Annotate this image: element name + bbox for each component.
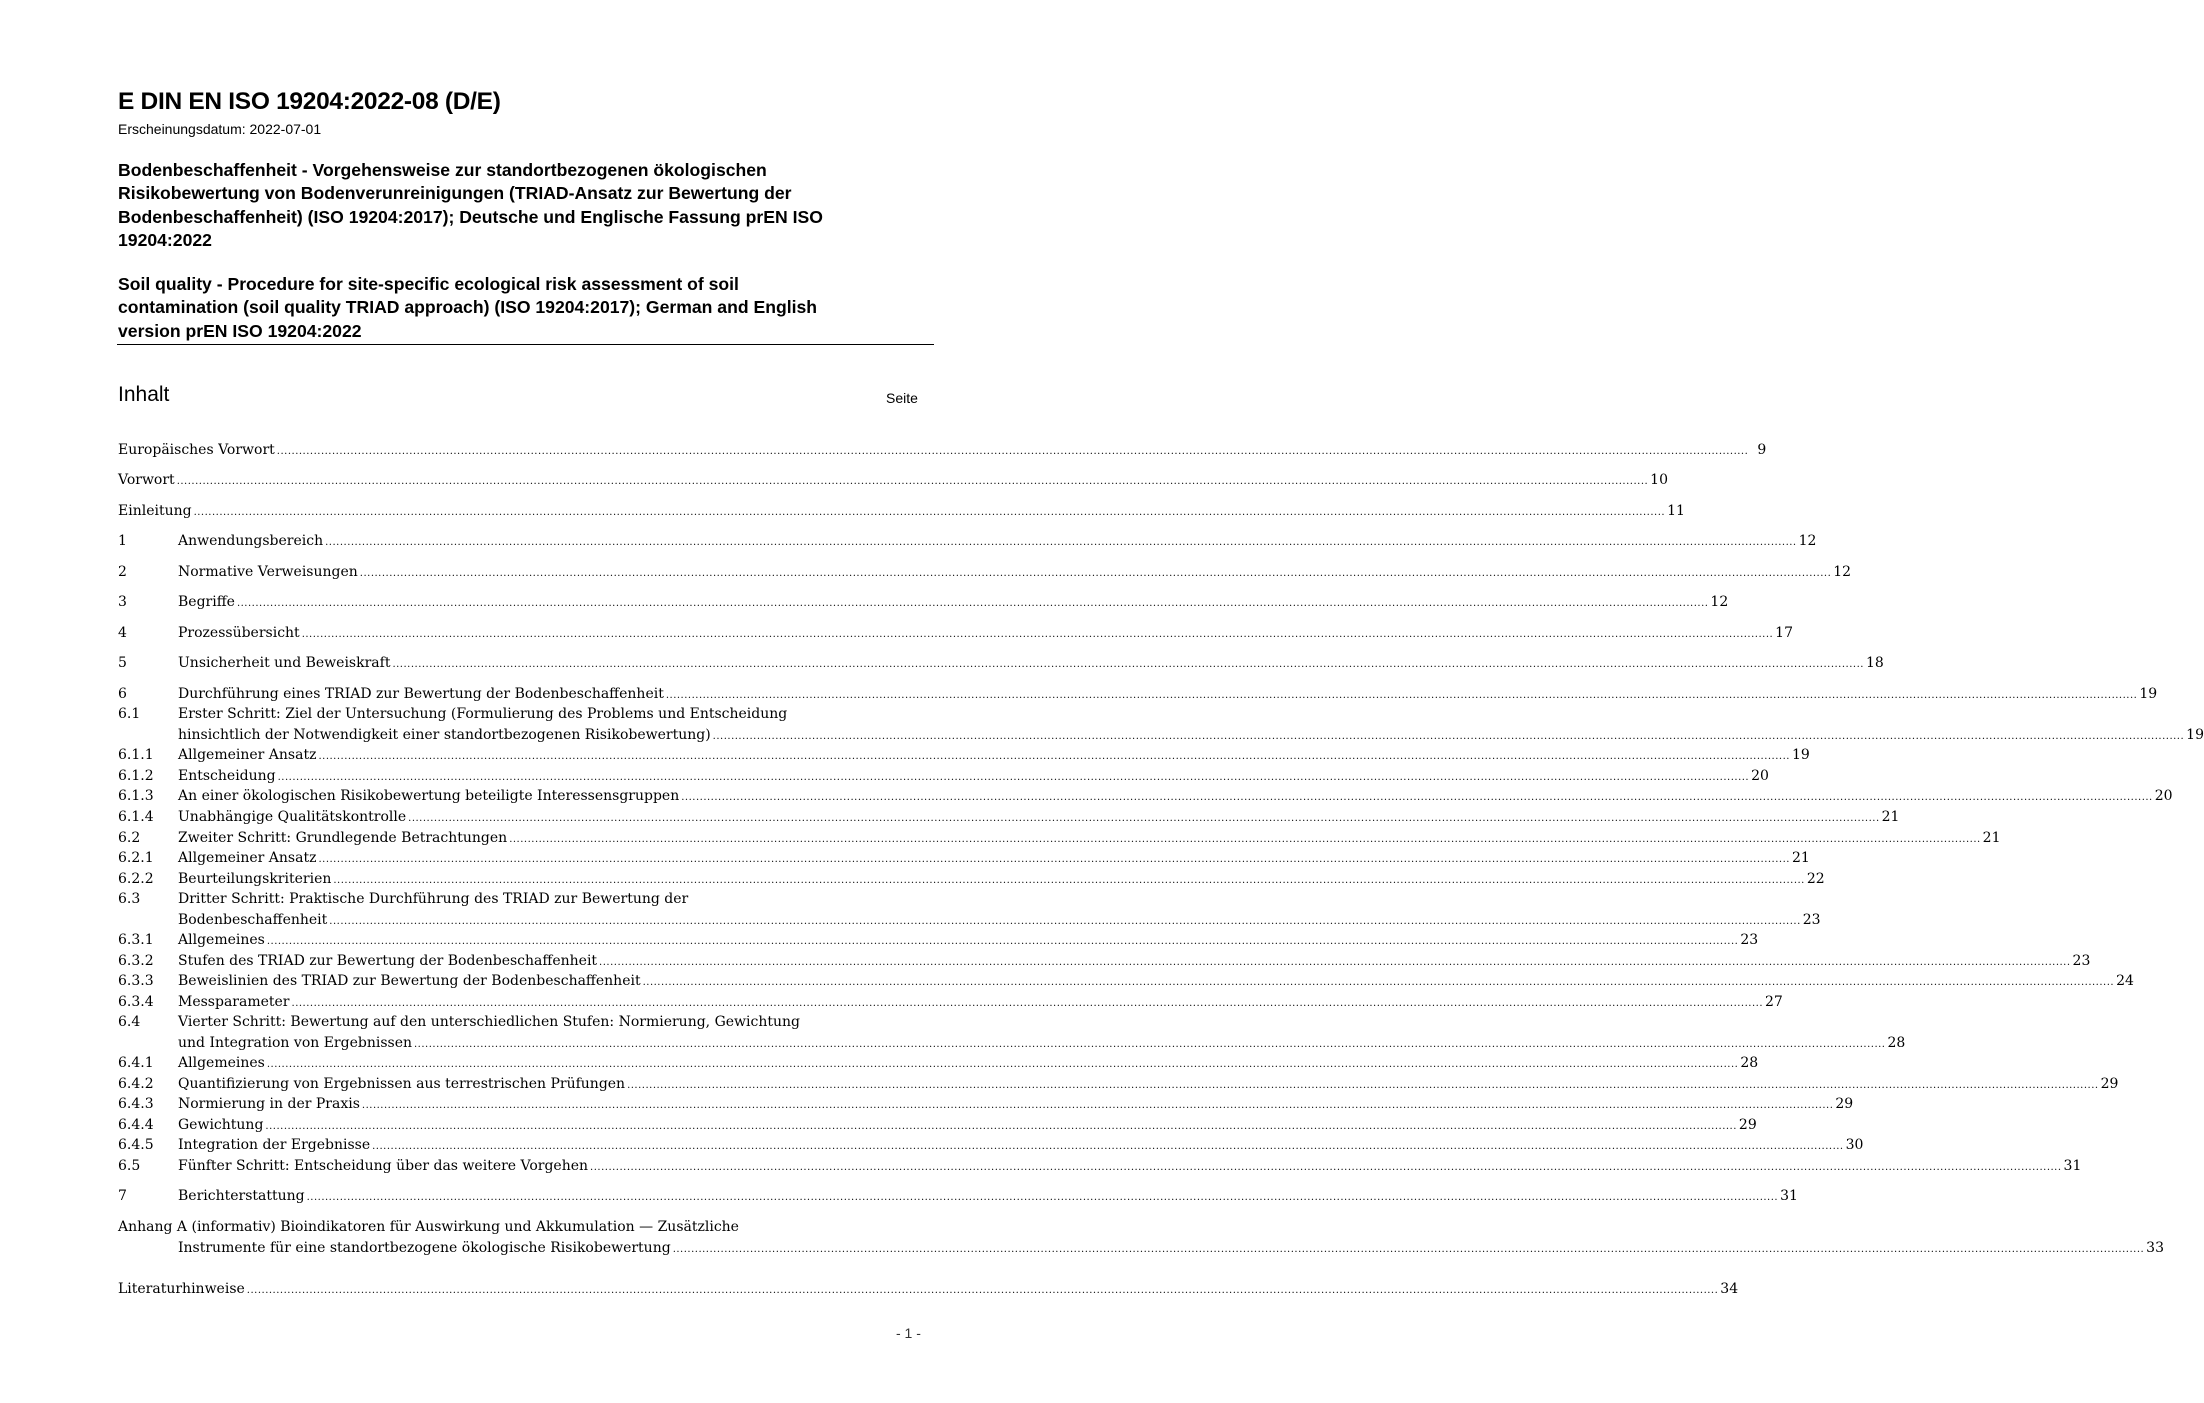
toc-entry[interactable]	[118, 1156, 2082, 1176]
toc-page-column-label: Seite	[886, 390, 918, 406]
toc-entry-title: und Integration von Ergebnissen	[178, 1034, 412, 1051]
toc-entry-title: hinsichtlich der Notwendigkeit einer standortbezogenen Risikobewertung)	[178, 726, 711, 743]
toc-entry-page: 31	[2063, 1158, 2082, 1174]
toc-entry-number: 3	[118, 594, 127, 610]
toc-entry-number: 6.3.2	[118, 953, 154, 969]
toc-entry-title: Berichterstattung	[178, 1188, 305, 1204]
toc-entry-number: 6.4.5	[118, 1137, 154, 1153]
toc-entry[interactable]	[118, 592, 1729, 612]
toc-entry-title: Unsicherheit und Beweiskraft	[178, 655, 391, 671]
toc-entry[interactable]	[118, 501, 1685, 521]
toc-dot-leader: ................................................................................................................................................................................................................................................................................................................................................................................................................	[318, 751, 1790, 762]
toc-entry[interactable]	[118, 531, 1817, 551]
toc-entry-number: 6.4.3	[118, 1096, 154, 1112]
toc-entry[interactable]	[118, 1135, 1864, 1155]
toc-entry-title: Instrumente für eine standortbezogene ökologische Risikobewertung	[178, 1239, 671, 1256]
toc-entry-title: Erster Schritt: Ziel der Untersuchung (Formulierung des Problems und Entscheidung	[178, 706, 788, 722]
toc-entry-number: 6.1.4	[118, 809, 154, 825]
toc-entry[interactable]	[118, 1238, 2164, 1258]
toc-dot-leader: ................................................................................................................................................................................................................................................................................................................................................................................................................	[246, 1285, 1719, 1296]
toc-dot-leader: ................................................................................................................................................................................................................................................................................................................................................................................................................	[359, 568, 1832, 579]
toc-entry[interactable]	[118, 889, 930, 909]
toc-entry-page: 21	[1881, 809, 1900, 825]
toc-entry-page: 29	[1835, 1096, 1854, 1112]
toc-entry-page: 23	[2072, 953, 2091, 969]
toc-dot-leader: ................................................................................................................................................................................................................................................................................................................................................................................................................	[301, 629, 1774, 640]
toc-entry[interactable]	[118, 910, 1821, 930]
toc-dot-leader: ................................................................................................................................................................................................................................................................................................................................................................................................................	[266, 1059, 1739, 1070]
toc-entry-page: 9	[1757, 442, 1767, 458]
toc-entry[interactable]	[118, 745, 1810, 765]
toc-entry-number: 2	[118, 564, 127, 580]
toc-entry-number: 6.2	[118, 830, 141, 846]
title-english-line: Soil quality - Procedure for site-specific ecological risk assessment of soil	[118, 274, 739, 294]
title-german-line: Bodenbeschaffenheit) (ISO 19204:2017); Deutsche und Englische Fassung prEN ISO	[118, 206, 823, 227]
toc-entry-page: 20	[2154, 788, 2173, 804]
toc-dot-leader: ................................................................................................................................................................................................................................................................................................................................................................................................................	[333, 875, 1805, 886]
toc-dot-leader: ................................................................................................................................................................................................................................................................................................................................................................................................................	[266, 936, 1739, 947]
toc-dot-leader: ................................................................................................................................................................................................................................................................................................................................................................................................................	[176, 476, 1649, 487]
toc-dot-leader: ................................................................................................................................................................................................................................................................................................................................................................................................................	[392, 659, 1864, 670]
title-english	[118, 273, 938, 343]
toc-entry[interactable]	[118, 704, 930, 724]
toc-entry[interactable]	[118, 1053, 1759, 1073]
toc-dot-leader: ................................................................................................................................................................................................................................................................................................................................................................................................................	[325, 537, 1797, 548]
toc-entry-title: Fünfter Schritt: Entscheidung über das weitere Vorgehen	[178, 1158, 589, 1174]
toc-entry-number: 6.4.2	[118, 1076, 154, 1092]
toc-entry-title: Europäisches Vorwort	[118, 442, 275, 458]
toc-dot-leader: ................................................................................................................................................................................................................................................................................................................................................................................................................	[318, 854, 1790, 865]
toc-entry[interactable]	[118, 992, 1783, 1012]
toc-entry-number: 4	[118, 625, 127, 641]
title-english-line: contamination (soil quality TRIAD approach) (ISO 19204:2017); German and English	[118, 297, 817, 318]
toc-entry-title: Zweiter Schritt: Grundlegende Betrachtungen	[178, 830, 508, 846]
toc-dot-leader: ................................................................................................................................................................................................................................................................................................................................................................................................................	[276, 446, 1749, 457]
toc-entry[interactable]	[118, 1115, 1757, 1135]
toc-entry-number: 6.1.3	[118, 788, 154, 804]
page-number: - 1 -	[896, 1325, 921, 1341]
toc-entry-page: 20	[1751, 768, 1769, 784]
toc-dot-leader: ................................................................................................................................................................................................................................................................................................................................................................................................................	[665, 690, 2138, 701]
toc-dot-leader: ................................................................................................................................................................................................................................................................................................................................................................................................................	[329, 915, 1801, 927]
toc-entry[interactable]	[118, 623, 1793, 643]
toc-dot-leader: ................................................................................................................................................................................................................................................................................................................................................................................................................	[642, 977, 2115, 988]
toc-entry-number: 6.1	[118, 706, 141, 722]
toc-entry-title: Vorwort	[118, 472, 175, 488]
toc-entry-title: Prozessübersicht	[178, 625, 300, 641]
toc-entry[interactable]	[118, 1012, 930, 1032]
toc-entry-page: 12	[1833, 564, 1852, 580]
toc-entry-page: 24	[2116, 973, 2134, 989]
toc-entry[interactable]	[118, 1217, 930, 1237]
toc-entry-page: 29	[1738, 1117, 1757, 1133]
toc-entry-page: 30	[1845, 1137, 1864, 1153]
toc-dot-leader: ................................................................................................................................................................................................................................................................................................................................................................................................................	[509, 834, 1981, 845]
toc-entry-title: Allgemeiner Ansatz	[178, 747, 317, 763]
toc-entry-title: Normative Verweisungen	[178, 564, 358, 580]
toc-dot-leader: ................................................................................................................................................................................................................................................................................................................................................................................................................	[414, 1038, 1886, 1050]
toc-heading: Inhalt	[118, 383, 170, 406]
toc-entry-title: Integration der Ergebnisse	[178, 1137, 371, 1153]
toc-entry[interactable]	[118, 807, 1900, 827]
toc-entry-title: Gewichtung	[178, 1117, 264, 1133]
toc-entry-number: 6.2.2	[118, 871, 154, 887]
toc-entry-number: 6.5	[118, 1158, 141, 1174]
toc-entry-title: Begriffe	[178, 594, 235, 610]
toc-dot-leader: ................................................................................................................................................................................................................................................................................................................................................................................................................	[408, 813, 1880, 824]
toc-entry-title: Unabhängige Qualitätskontrolle	[178, 809, 407, 825]
toc-dot-leader: ................................................................................................................................................................................................................................................................................................................................................................................................................	[712, 730, 2185, 742]
toc-entry-number: 7	[118, 1188, 127, 1204]
toc-entry[interactable]	[118, 951, 2091, 971]
toc-entry-number: 5	[118, 655, 127, 671]
toc-entry-title: Messparameter	[178, 994, 290, 1010]
toc-dot-leader: ................................................................................................................................................................................................................................................................................................................................................................................................................	[306, 1192, 1779, 1203]
toc-dot-leader: ................................................................................................................................................................................................................................................................................................................................................................................................................	[681, 792, 2153, 803]
toc-entry-page: 17	[1775, 625, 1793, 641]
toc-entry-page: 19	[2186, 726, 2204, 743]
toc-entry-number: 1	[118, 533, 127, 549]
toc-entry-number: 6.3	[118, 891, 141, 907]
toc-entry[interactable]	[118, 848, 1810, 868]
toc-entry-page: 28	[1740, 1055, 1759, 1071]
toc-entry-page: 10	[1650, 472, 1668, 488]
toc-entry-number: 6.2.1	[118, 850, 154, 866]
toc-entry-title: An einer ökologischen Risikobewertung beteiligte Interessensgruppen	[178, 788, 680, 804]
toc-entry-page: 27	[1765, 994, 1783, 1010]
toc-entry-page: 29	[2100, 1076, 2119, 1092]
toc-entry-page: 33	[2146, 1239, 2164, 1256]
toc-entry-title: Entscheidung	[178, 768, 276, 784]
toc-entry-number: 6.4	[118, 1014, 141, 1030]
toc-entry[interactable]	[118, 1279, 1739, 1299]
title-german-line: Bodenbeschaffenheit - Vorgehensweise zur standortbezogenen ökologischen	[118, 160, 767, 180]
toc-entry-title: Dritter Schritt: Praktische Durchführung des TRIAD zur Bewertung der	[178, 891, 689, 907]
toc-entry-title: Anwendungsbereich	[178, 533, 324, 549]
toc-dot-leader: ................................................................................................................................................................................................................................................................................................................................................................................................................	[236, 598, 1709, 609]
toc-entry-title: Vierter Schritt: Bewertung auf den unterschiedlichen Stufen: Normierung, Gewichtung	[178, 1014, 800, 1030]
toc-entry-title: Beweislinien des TRIAD zur Bewertung der Bodenbeschaffenheit	[178, 973, 641, 989]
toc-entry[interactable]	[118, 725, 2204, 745]
toc-entry-page: 19	[1791, 747, 1810, 763]
toc-entry-title: Anhang A (informativ) Bioindikatoren für Auswirkung und Akkumulation — Zusätzliche	[118, 1219, 739, 1235]
toc-entry[interactable]	[118, 562, 1852, 582]
title-divider	[117, 344, 934, 345]
toc-entry-number: 6.3.3	[118, 973, 154, 989]
toc-entry-title: Stufen des TRIAD zur Bewertung der Bodenbeschaffenheit	[178, 953, 598, 969]
toc-entry[interactable]	[118, 1074, 2119, 1094]
toc-dot-leader: ................................................................................................................................................................................................................................................................................................................................................................................................................	[372, 1141, 1844, 1152]
toc-entry[interactable]	[118, 1186, 1798, 1206]
toc-entry[interactable]	[118, 1094, 1854, 1114]
toc-entry-number: 6.4.4	[118, 1117, 154, 1133]
toc-entry[interactable]	[118, 470, 1668, 490]
toc-entry-title: Literaturhinweise	[118, 1281, 245, 1297]
toc-entry-page: 19	[2139, 686, 2158, 702]
toc-dot-leader: ................................................................................................................................................................................................................................................................................................................................................................................................................	[599, 957, 2071, 968]
toc-entry-title: Allgemeines	[178, 932, 265, 948]
toc-dot-leader: ................................................................................................................................................................................................................................................................................................................................................................................................................	[590, 1162, 2062, 1173]
toc-entry-page: 21	[1791, 850, 1810, 866]
toc-entry-title: Allgemeines	[178, 1055, 265, 1071]
toc-dot-leader: ................................................................................................................................................................................................................................................................................................................................................................................................................	[277, 772, 1750, 783]
toc-entry-page: 12	[1710, 594, 1729, 610]
toc-entry[interactable]	[118, 869, 1825, 889]
toc-dot-leader: ................................................................................................................................................................................................................................................................................................................................................................................................................	[361, 1100, 1834, 1111]
toc-entry-page: 31	[1780, 1188, 1798, 1204]
document-id: E DIN EN ISO 19204:2022-08 (D/E)	[118, 88, 501, 115]
toc-entry-number: 6.3.4	[118, 994, 154, 1010]
title-german-line: Risikobewertung von Bodenverunreinigungen (TRIAD-Ansatz zur Bewertung der	[118, 183, 792, 204]
toc-entry-title: Bodenbeschaffenheit	[178, 911, 328, 928]
toc-entry[interactable]	[118, 786, 2173, 806]
toc-entry-title: Beurteilungskriterien	[178, 871, 332, 887]
toc-entry-page: 22	[1806, 871, 1825, 887]
toc-entry-title: Quantifizierung von Ergebnissen aus terrestrischen Prüfungen	[178, 1076, 626, 1092]
toc-entry-title: Normierung in der Praxis	[178, 1096, 360, 1112]
toc-entry-page: 11	[1667, 503, 1685, 519]
toc-entry-number: 6.1.2	[118, 768, 154, 784]
title-german-line: 19204:2022	[118, 229, 212, 250]
toc-entry-number: 6	[118, 686, 127, 702]
toc-entry-page: 34	[1720, 1281, 1739, 1297]
title-german	[118, 159, 938, 252]
toc-entry-title: Allgemeiner Ansatz	[178, 850, 317, 866]
toc-dot-leader: ................................................................................................................................................................................................................................................................................................................................................................................................................	[193, 507, 1666, 518]
toc-entry-page: 28	[1887, 1034, 1906, 1051]
toc-entry[interactable]	[118, 1033, 1906, 1053]
toc-entry-page: 23	[1740, 932, 1759, 948]
toc-entry-page: 12	[1798, 533, 1817, 549]
publication-date: Erscheinungsdatum: 2022-07-01	[118, 121, 322, 137]
toc-entry-title: Einleitung	[118, 503, 192, 519]
toc-entry[interactable]	[118, 653, 1884, 673]
title-english-line: version prEN ISO 19204:2022	[118, 320, 362, 341]
toc-dot-leader: ................................................................................................................................................................................................................................................................................................................................................................................................................	[291, 998, 1763, 1009]
toc-entry[interactable]	[118, 684, 2158, 704]
toc-entry-page: 23	[1802, 911, 1821, 928]
toc-dot-leader: ................................................................................................................................................................................................................................................................................................................................................................................................................	[672, 1243, 2145, 1255]
toc-entry-title: Durchführung eines TRIAD zur Bewertung der Bodenbeschaffenheit	[178, 686, 664, 702]
toc-entry[interactable]	[118, 440, 1767, 460]
toc-entry[interactable]	[118, 766, 1769, 786]
toc-dot-leader: ................................................................................................................................................................................................................................................................................................................................................................................................................	[265, 1121, 1737, 1132]
toc-entry[interactable]	[118, 971, 2134, 991]
toc-entry[interactable]	[118, 930, 1759, 950]
toc-entry-page: 21	[1982, 830, 2001, 846]
toc-entry[interactable]	[118, 828, 2001, 848]
toc-entry-number: 6.1.1	[118, 747, 154, 763]
toc-entry-page: 18	[1865, 655, 1884, 671]
toc-dot-leader: ................................................................................................................................................................................................................................................................................................................................................................................................................	[627, 1080, 2099, 1091]
toc-entry-number: 6.4.1	[118, 1055, 154, 1071]
toc-entry-number: 6.3.1	[118, 932, 154, 948]
